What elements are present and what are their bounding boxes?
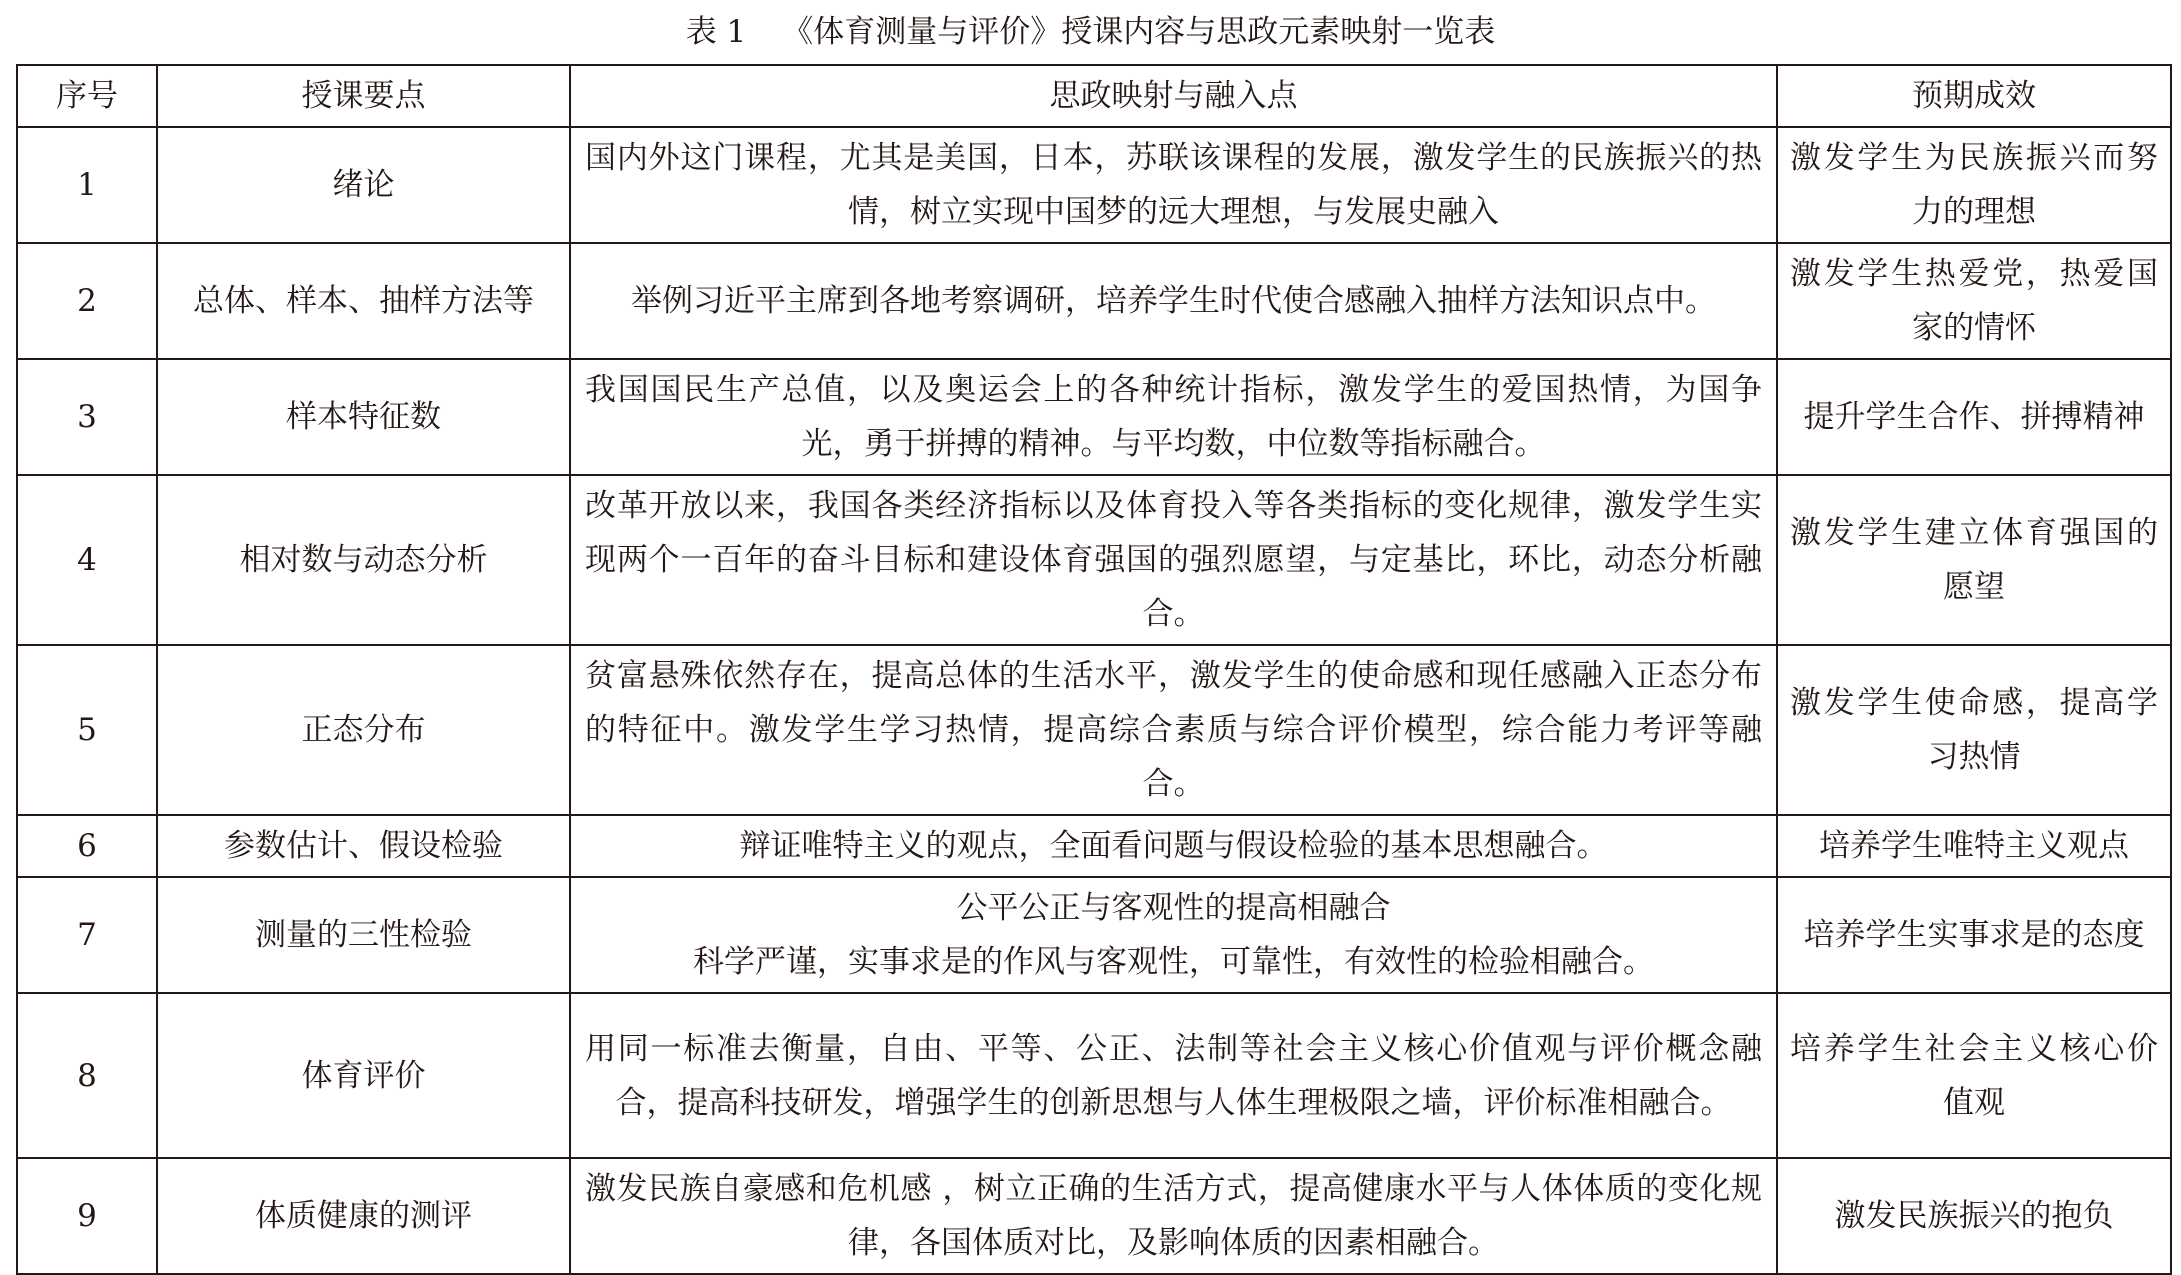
cell-mapping: 用同一标准去衡量，自由、平等、公正、法制等社会主义核心价值观与评价概念融合，提高科技研发，增强学生的创新思想与人体生理极限之墙，评价标准相融合。 xyxy=(570,993,1777,1158)
cell-mapping: 激发民族自豪感和危机感 ，树立正确的生活方式，提高健康水平与人体体质的变化规律，各国体质对比，及影响体质的因素相融合。 xyxy=(570,1158,1777,1274)
header-teaching-point: 授课要点 xyxy=(157,65,570,127)
cell-teaching-point: 相对数与动态分析 xyxy=(157,475,570,645)
cell-no: 5 xyxy=(17,645,157,815)
mapping-line: 科学严谨，实事求是的作风与客观性，可靠性，有效性的检验相融合。 xyxy=(693,944,1654,980)
cell-teaching-point: 参数估计、假设检验 xyxy=(157,815,570,877)
header-expected-effect: 预期成效 xyxy=(1777,65,2171,127)
table-row xyxy=(17,993,2171,1158)
cell-teaching-point: 总体、样本、抽样方法等 xyxy=(157,243,570,359)
table-row xyxy=(17,815,2171,877)
cell-no: 6 xyxy=(17,815,157,877)
cell-mapping: 我国国民生产总值，以及奥运会上的各种统计指标，激发学生的爱国热情，为国争光，勇于拼搏的精神。与平均数，中位数等指标融合。 xyxy=(570,359,1777,475)
cell-no: 1 xyxy=(17,127,157,243)
cell-expected-effect: 培养学生实事求是的态度 xyxy=(1777,877,2171,993)
cell-no: 8 xyxy=(17,993,157,1158)
table-title: 《体育测量与评价》授课内容与思政元素映射一览表 xyxy=(782,14,1496,50)
cell-mapping: 辩证唯特主义的观点，全面看问题与假设检验的基本思想融合。 xyxy=(570,815,1777,877)
table-row xyxy=(17,645,2171,815)
cell-teaching-point: 体质健康的测评 xyxy=(157,1158,570,1274)
cell-expected-effect: 培养学生社会主义核心价值观 xyxy=(1777,993,2171,1158)
table-caption xyxy=(0,8,2181,56)
cell-expected-effect: 激发学生热爱党，热爱国家的情怀 xyxy=(1777,243,2171,359)
cell-expected-effect: 激发学生为民族振兴而努力的理想 xyxy=(1777,127,2171,243)
cell-mapping: 贫富悬殊依然存在，提高总体的生活水平，激发学生的使命感和现任感融入正态分布的特征中。激发学生学习热情，提高综合素质与综合评价模型，综合能力考评等融合。 xyxy=(570,645,1777,815)
cell-teaching-point: 测量的三性检验 xyxy=(157,877,570,993)
header-row xyxy=(17,65,2171,127)
cell-teaching-point: 体育评价 xyxy=(157,993,570,1158)
cell-expected-effect: 培养学生唯特主义观点 xyxy=(1777,815,2171,877)
table-row xyxy=(17,475,2171,645)
cell-mapping xyxy=(570,877,1777,993)
cell-expected-effect: 提升学生合作、拼搏精神 xyxy=(1777,359,2171,475)
cell-teaching-point: 样本特征数 xyxy=(157,359,570,475)
table-row xyxy=(17,243,2171,359)
mapping-line: 公平公正与客观性的提高相融合 xyxy=(956,890,1391,926)
table-row xyxy=(17,1158,2171,1274)
cell-expected-effect: 激发学生建立体育强国的愿望 xyxy=(1777,475,2171,645)
header-mapping: 思政映射与融入点 xyxy=(570,65,1777,127)
cell-expected-effect: 激发学生使命感，提高学习热情 xyxy=(1777,645,2171,815)
table-number: 表 1 xyxy=(685,14,747,50)
cell-expected-effect: 激发民族振兴的抱负 xyxy=(1777,1158,2171,1274)
cell-no: 7 xyxy=(17,877,157,993)
table-row xyxy=(17,127,2171,243)
cell-mapping: 国内外这门课程，尤其是美国，日本，苏联该课程的发展，激发学生的民族振兴的热情，树立实现中国梦的远大理想，与发展史融入 xyxy=(570,127,1777,243)
cell-teaching-point: 绪论 xyxy=(157,127,570,243)
table-row xyxy=(17,359,2171,475)
cell-no: 4 xyxy=(17,475,157,645)
table-row xyxy=(17,877,2171,993)
cell-no: 2 xyxy=(17,243,157,359)
cell-teaching-point: 正态分布 xyxy=(157,645,570,815)
cell-mapping: 举例习近平主席到各地考察调研，培养学生时代使合感融入抽样方法知识点中。 xyxy=(570,243,1777,359)
course-mapping-table xyxy=(16,64,2172,1275)
cell-no: 9 xyxy=(17,1158,157,1274)
cell-no: 3 xyxy=(17,359,157,475)
cell-mapping: 改革开放以来，我国各类经济指标以及体育投入等各类指标的变化规律，激发学生实现两个一百年的奋斗目标和建设体育强国的强烈愿望，与定基比，环比，动态分析融合。 xyxy=(570,475,1777,645)
header-no: 序号 xyxy=(17,65,157,127)
